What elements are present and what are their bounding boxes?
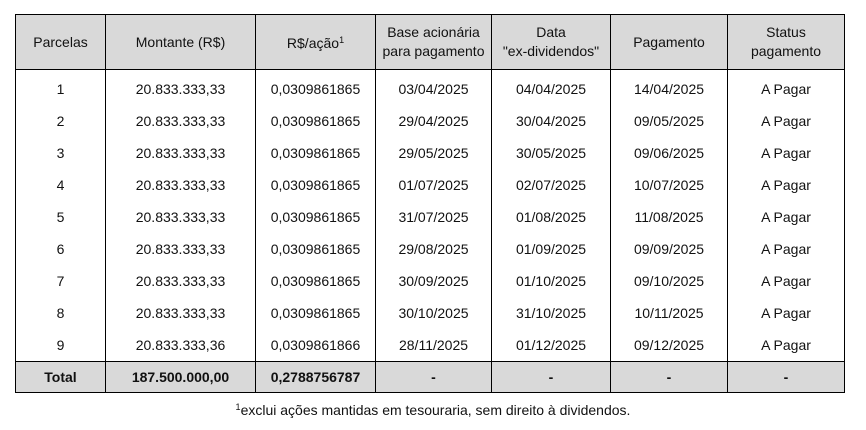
cell-status: A Pagar [728,137,845,169]
cell-data-ex: 02/07/2025 [492,169,611,201]
total-montante: 187.500.000,00 [106,362,256,393]
cell-status: A Pagar [728,233,845,265]
table-body [16,70,845,362]
cell-parcela: 9 [16,329,106,362]
cell-parcela: 1 [16,70,106,106]
cell-montante: 20.833.333,33 [106,233,256,265]
table-row [16,105,845,137]
col-header-base-acionaria [376,15,492,70]
cell-parcela: 2 [16,105,106,137]
table-total [16,362,845,393]
cell-montante: 20.833.333,33 [106,169,256,201]
col-header-label: R$/ação [286,35,340,51]
cell-base-acionaria: 01/07/2025 [376,169,492,201]
cell-data-ex: 01/12/2025 [492,329,611,362]
total-base-acionaria: - [376,362,492,393]
cell-pagamento: 11/08/2025 [611,201,728,233]
col-header-label-line2: "ex-dividendos" [502,43,600,59]
cell-parcela: 6 [16,233,106,265]
col-header-label-line2: para pagamento [382,43,485,59]
col-header-label: Parcelas [33,33,88,50]
cell-status: A Pagar [728,329,845,362]
cell-base-acionaria: 29/08/2025 [376,233,492,265]
col-header-data-ex [492,15,611,70]
cell-data-ex: 01/09/2025 [492,233,611,265]
table-row [16,70,845,106]
table-row [16,137,845,169]
cell-montante: 20.833.333,36 [106,329,256,362]
cell-status: A Pagar [728,169,845,201]
cell-status: A Pagar [728,297,845,329]
cell-parcela: 3 [16,137,106,169]
cell-pagamento: 09/10/2025 [611,265,728,297]
cell-status: A Pagar [728,105,845,137]
table-row [16,233,845,265]
cell-status: A Pagar [728,265,845,297]
footnote-text: exclui ações mantidas em tesouraria, sem direito à dividendos. [240,402,631,418]
cell-data-ex: 31/10/2025 [492,297,611,329]
cell-valor-por-acao: 0,0309861865 [256,201,376,233]
cell-montante: 20.833.333,33 [106,137,256,169]
table-header [16,15,845,70]
cell-montante: 20.833.333,33 [106,201,256,233]
cell-valor-por-acao: 0,0309861865 [256,233,376,265]
total-label: Total [16,362,106,393]
total-status: - [728,362,845,393]
col-header-valor-por-acao [256,15,376,70]
cell-valor-por-acao: 0,0309861866 [256,329,376,362]
cell-valor-por-acao: 0,0309861865 [256,137,376,169]
cell-pagamento: 09/06/2025 [611,137,728,169]
cell-data-ex: 01/08/2025 [492,201,611,233]
col-header-montante [106,15,256,70]
table-row [16,201,845,233]
dividends-table [15,14,845,393]
cell-parcela: 7 [16,265,106,297]
cell-data-ex: 30/05/2025 [492,137,611,169]
cell-status: A Pagar [728,70,845,106]
cell-pagamento: 09/12/2025 [611,329,728,362]
table-row [16,297,845,329]
cell-pagamento: 09/05/2025 [611,105,728,137]
cell-data-ex: 01/10/2025 [492,265,611,297]
cell-data-ex: 04/04/2025 [492,70,611,106]
footnote-mark: 1 [235,402,241,412]
cell-base-acionaria: 29/04/2025 [376,105,492,137]
cell-base-acionaria: 30/09/2025 [376,265,492,297]
cell-valor-por-acao: 0,0309861865 [256,297,376,329]
header-row [16,15,845,70]
cell-base-acionaria: 03/04/2025 [376,70,492,106]
table-row [16,329,845,362]
cell-base-acionaria: 31/07/2025 [376,201,492,233]
total-row [16,362,845,393]
cell-valor-por-acao: 0,0309861865 [256,169,376,201]
col-header-pagamento [611,15,728,70]
cell-montante: 20.833.333,33 [106,265,256,297]
cell-base-acionaria: 29/05/2025 [376,137,492,169]
total-data-ex: - [492,362,611,393]
cell-pagamento: 14/04/2025 [611,70,728,106]
col-header-label-line1: Data [536,24,566,40]
col-header-label: Montante (R$) [135,33,226,50]
col-header-parcelas [16,15,106,70]
footnote-mark: 1 [339,35,345,45]
cell-data-ex: 30/04/2025 [492,105,611,137]
col-header-status [728,15,845,70]
table-row [16,169,845,201]
cell-parcela: 4 [16,169,106,201]
cell-status: A Pagar [728,201,845,233]
cell-parcela: 8 [16,297,106,329]
col-header-label-line2: pagamento [750,43,822,59]
cell-montante: 20.833.333,33 [106,105,256,137]
footnote [0,402,866,418]
col-header-label-line1: Base acionária [387,24,480,40]
cell-base-acionaria: 28/11/2025 [376,329,492,362]
total-pagamento: - [611,362,728,393]
cell-montante: 20.833.333,33 [106,70,256,106]
cell-parcela: 5 [16,201,106,233]
cell-base-acionaria: 30/10/2025 [376,297,492,329]
cell-montante: 20.833.333,33 [106,297,256,329]
cell-pagamento: 10/11/2025 [611,297,728,329]
total-valor-por-acao: 0,2788756787 [256,362,376,393]
col-header-label: Pagamento [633,33,705,50]
cell-valor-por-acao: 0,0309861865 [256,105,376,137]
cell-pagamento: 09/09/2025 [611,233,728,265]
cell-pagamento: 10/07/2025 [611,169,728,201]
cell-valor-por-acao: 0,0309861865 [256,70,376,106]
cell-valor-por-acao: 0,0309861865 [256,265,376,297]
table-row [16,265,845,297]
col-header-label-line1: Status [766,24,806,40]
